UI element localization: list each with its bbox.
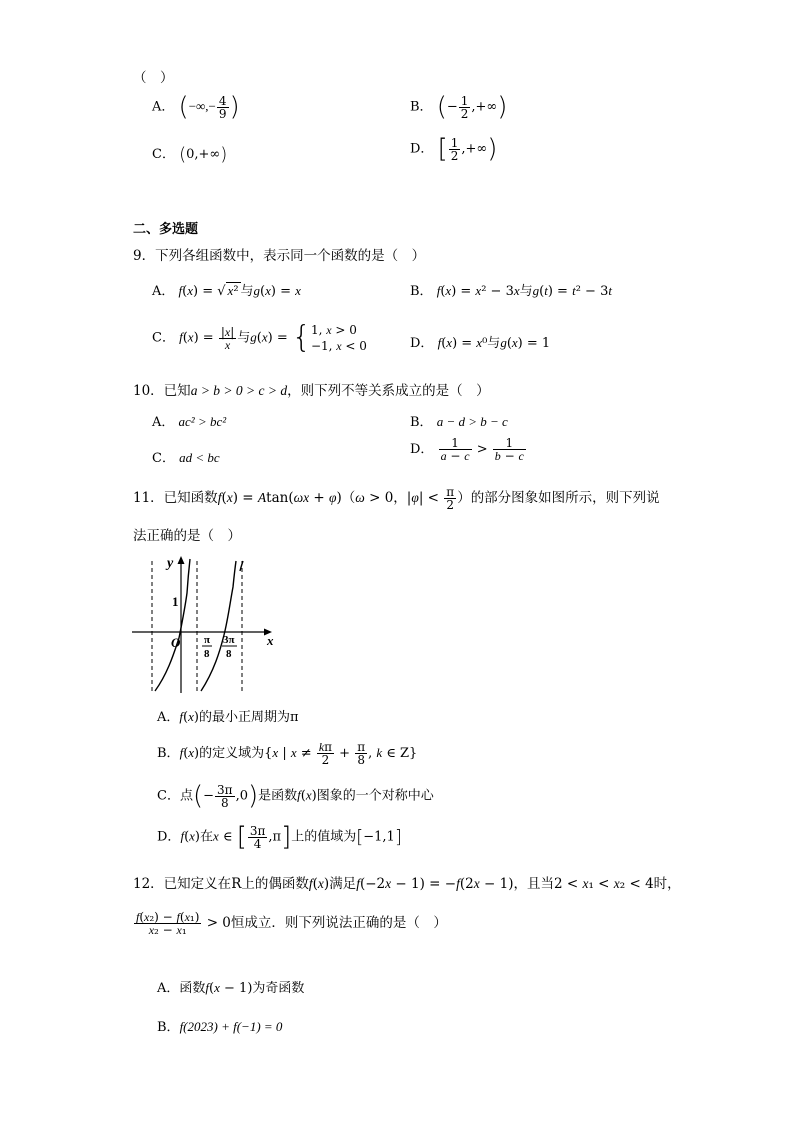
- graph-y-label: y: [167, 556, 174, 571]
- q11-graph: [130, 553, 276, 695]
- q8-stem: （ ）: [133, 70, 174, 86]
- q10-stem: 10．已知a > b > 0 > c > d，则下列不等关系成立的是（ ）: [133, 383, 490, 399]
- q12-option-a[interactable]: A．函数f(x − 1)为奇函数: [157, 980, 305, 996]
- q12-stem-line2: $\frac{\text{f(x₂) − f(x₁)}}{\text{x₂ − x₁}}$ > 0恒成立．则下列说法正确的是（ ）: [136, 910, 447, 937]
- graph-one-label: 1: [172, 594, 179, 609]
- section-title: 二、多选题: [133, 222, 199, 237]
- q9-option-a[interactable]: A． f(x) = √ x² 与g(x) = x: [152, 283, 301, 299]
- tan-branch-2: [201, 561, 236, 691]
- graph-tick1-num: π: [204, 634, 211, 646]
- q11-option-c[interactable]: C．点(− $\frac{3\pi}{8}$ ,0)是函数f(x)图象的一个对称中心: [157, 781, 434, 811]
- q8-option-b[interactable]: B． (− $\frac{1}{2}$ ,+∞): [410, 92, 508, 122]
- graph-tick2-den: 8: [226, 648, 232, 660]
- q10-option-b[interactable]: B． a − d > b − c: [410, 414, 508, 430]
- q11-stem: 11．已知函数f(x) = Atan(ωx + φ)（ω > 0，|φ| < $\frac{\pi}{2}$ ）的部分图象如图所示，则下列说: [133, 485, 660, 512]
- q10-option-d[interactable]: D． $\frac{1}{a - c}$ > $\frac{1}{b - c}$: [410, 436, 524, 463]
- graph-tick2-num: 3π: [223, 634, 235, 646]
- tan-branch-1: [155, 559, 190, 691]
- q10-option-c[interactable]: C． ad < bc: [152, 450, 220, 466]
- graph-origin-label: O: [171, 635, 181, 650]
- q8-option-c[interactable]: C． (0,+∞): [152, 144, 228, 165]
- q11-option-d[interactable]: D．f(x)在x ∈ [ $\frac{3\pi}{4}$ ,π]上的值域为[−1,1]: [157, 822, 402, 852]
- graph-x-label: x: [267, 633, 274, 648]
- q9-stem: 9．下列各组函数中，表示同一个函数的是（ ）: [133, 248, 426, 264]
- q9-option-d[interactable]: D． f(x) = x⁰与g(x) = 1: [410, 335, 551, 351]
- q9-option-c[interactable]: C． f(x) = $\frac{|x|}{x}$ 与g(x) = {1, x > 0 −1, x < 0: [152, 320, 367, 356]
- q11-stem-line2: 法正确的是（ ）: [133, 528, 241, 544]
- q9-option-b[interactable]: B． f(x) = x² − 3x与g(t) = t² − 3t: [410, 283, 612, 299]
- q12-stem: 12．已知定义在R上的偶函数f(x)满足f(−2x − 1) = −f(2x − 1)，且当2 < x₁ < x₂ < 4时，: [133, 876, 681, 892]
- q11-option-a[interactable]: A．f(x)的最小正周期为π: [157, 709, 299, 725]
- q8-option-a[interactable]: A． (−∞,− $\frac{4}{9}$ ): [152, 92, 240, 122]
- graph-tick1-den: 8: [204, 648, 210, 660]
- q12-option-b[interactable]: B．f(2023) + f(−1) = 0: [157, 1019, 283, 1035]
- q8-option-d[interactable]: D． [ $\frac{1}{2}$ ,+∞): [410, 134, 498, 164]
- q10-option-a[interactable]: A． ac² > bc²: [152, 414, 227, 430]
- q11-option-b[interactable]: B．f(x)的定义域为{x | x ≠ $\frac{k\pi}{2}$ + $\frac{\pi}{8}$ , k ∈ Z}: [157, 740, 418, 767]
